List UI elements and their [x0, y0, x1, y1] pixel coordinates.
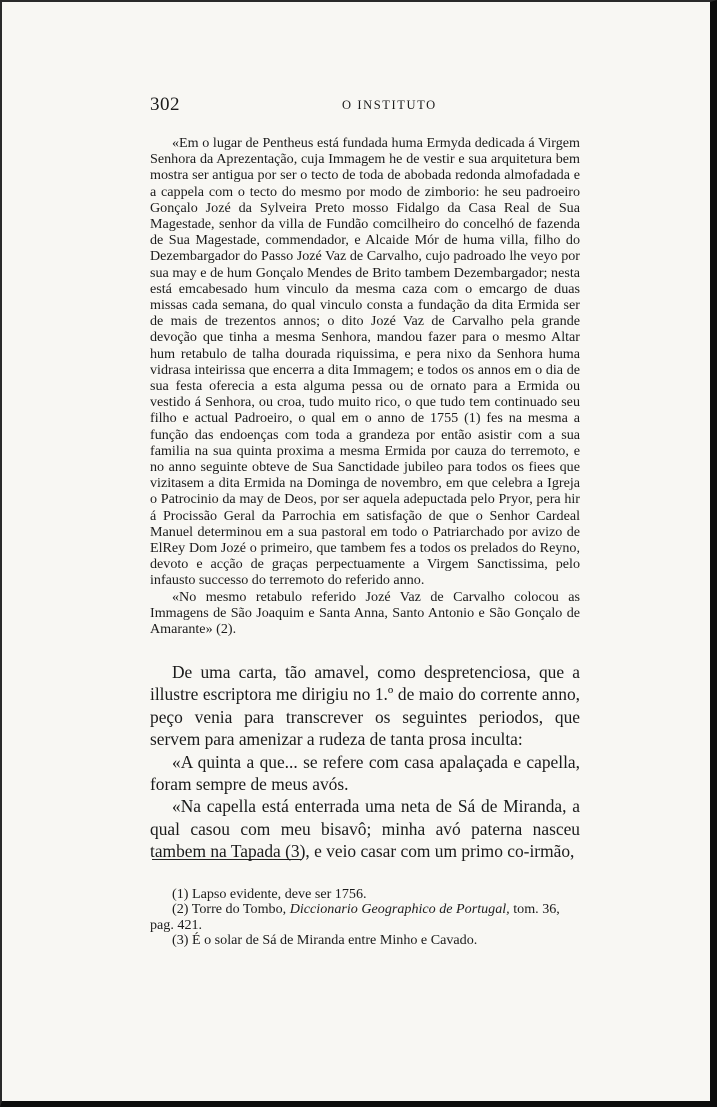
footnote-text: Torre do Tombo,	[191, 901, 287, 918]
footnote-marker: (1)	[172, 886, 189, 902]
quote-paragraph: «Em o lugar de Pentheus está fundada huma Ermyda dedicada á Virgem Senhora da Aprezentação, cuja Immagem he de vestir e sua arquitetura bem mostra ser antigua por ser o tecto de toda de abobada redonda almofadada e a cappela com o tecto do mesmo por modo de zimborio: he seu padroeiro Gonçalo Jozé da Sylveira Preto mosso Fidalgo da Casa Real de Sua Magestade, senhor da villa de Fundão comcilheiro do concelhó de fazenda de Sua Magestade, commendador, e Alcaide Mór de huma villa, filho do Dezembargador do Passo Jozé Vaz de Carvalho, cujo padroado lhe veyo por sua may e de hum Gonçalo Mendes de Brito tambem Dezembargador; nesta está emcabesado hum vinculo da mesma caza com o emcargo de duas missas cada semana, do qual vinculo consta a fundação da dita Ermida ser de mais de trezentos annos; o dito Jozé Vaz de Carvalho pela grande devoção que tinha a mesma Senhora, mandou fazer para o mesmo Altar hum retabulo de talha dourada riquissima, e pera nixo da Senhora huma vidrasa inteirissa que encerra a dita Immagem; e todos os annos em o dia de sua festa oferecia a esta alguma pessa ou de ornato para a Ermida ou vestido á Senhora, ou croa, tudo muito rico, o que tudo tem continuado seu filho e actual Padroeiro, o qual em o anno de 1755 (1) fes na mesma a função das endoenças com toda a grandeza por então asistir com a sua familia na sua quinta proxima a mesma Ermida por cauza do terremoto, e no anno seguinte obteve de Sua Sanctidade jubileo para todos os fiees que vizitasem a dita Ermida na Dominga de novembro, em que celebra a Igreja o Patrocinio da may de Deos, por ser aquela adepuctada pelo Pryor, pera hir á Procissão Geral da Parrochia em satisfação de que o Senhor Cardeal Manuel determinou em a sua pastoral em todo o Patriarchado por avizo de ElRey Dom Jozé o primeiro, que tambem fes a todos os prelados do Reyno, devoto e acção de graças perpectuamente a Virgem Sanctissima, pelo infausto successo do terremoto do referido anno.	[150, 135, 580, 589]
body-paragraph: «Na capella está enterrada uma neta de Sá de Miranda, a qual casou com meu bisavô; minha avó paterna nasceu tambem na Tapada (3), e veio casar com um primo co-irmão,	[150, 796, 580, 862]
quoted-document	[150, 135, 580, 637]
body-paragraph: «A quinta a que... se refere com casa apalaçada e capella, foram sempre de meus avós.	[150, 751, 580, 795]
footnote-text: Lapso evidente, deve ser 1756.	[191, 886, 367, 902]
footnote-marker: (3)	[172, 932, 189, 949]
footnote-text: É o solar de Sá de Miranda entre Minho e Cavado.	[191, 932, 478, 949]
footnote-text: tom. 36, pag. 421.	[150, 901, 560, 933]
footnote-1	[150, 887, 580, 902]
footnote-2	[150, 902, 580, 933]
footnote-3	[150, 933, 580, 948]
page-number: 302	[150, 94, 180, 115]
footnote-rule	[152, 859, 302, 860]
body-paragraph: De uma carta, tão amavel, como despretenciosa, que a illustre escriptora me dirigiu no 1.º de maio do corrente anno, peço venia para transcrever os seguintes periodos, que servem para amenizar a rudeza de tanta prosa inculta:	[150, 662, 580, 750]
page-header	[150, 94, 568, 116]
footnote-cited-title: Diccionario Geographico de Portugal,	[289, 901, 510, 918]
body-text	[150, 661, 580, 863]
running-title: O INSTITUTO	[342, 98, 437, 112]
quote-paragraph: «No mesmo retabulo referido Jozé Vaz de Carvalho colocou as Immagens de São Joaquim e Santa Anna, Santo Antonio e São Gonçalo de Amarante» (2).	[150, 588, 580, 638]
footnote-marker: (2)	[172, 901, 189, 918]
footnotes	[150, 887, 580, 949]
